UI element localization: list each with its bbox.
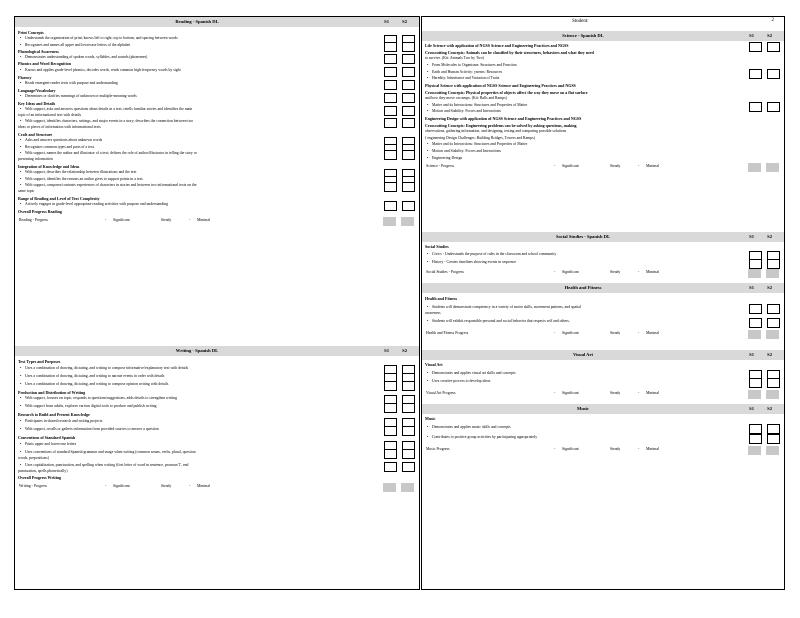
science-item: • Matter and its Interactions: Structures and Properties of Matter [425,142,740,147]
writing-subheading: Overall Progress Writing [18,475,62,481]
legend-steady: Steady [610,164,621,169]
music-header-s1: S1 [749,406,754,411]
visual-s1-mark-box[interactable] [749,378,762,388]
reading-item: • With support, describes the relationship between illustrations and the text [18,170,375,175]
reading-s2-mark-box[interactable] [402,106,415,116]
science-subheading: Engineering Design with application of NGSS Science and Engineering Practices and NGSS [425,116,582,121]
legend-dash: - [189,218,191,222]
science-s1-mark-box[interactable] [749,69,762,79]
visual-item: • Demonstrates and applies visual art skills and concepts [425,371,740,376]
writing-progress-label: Writing - Progress [19,484,47,489]
science-subheading: Physical Science with application of NGSS Science and Engineering Practices and NGSS [425,83,576,88]
music-s2-mark-box[interactable] [767,424,780,434]
visual-header [422,350,784,360]
reading-item: • Understands the organization of print; knows left to right, top to bottom, and spacing between words [18,36,375,41]
reading-subheading: Phonological Awareness [18,49,59,55]
science-item: observations, gathering information, and designing, testing and comparing possible solutions [425,129,567,134]
reading-s1-mark-box[interactable] [384,106,397,116]
progress-s2-shade [766,269,779,278]
progress-s2-shade [766,446,779,455]
writing-s2-mark-box[interactable] [402,449,415,459]
reading-subheading: Phonics and Word Recognition [18,61,71,67]
progress-s1-shade [383,217,396,226]
social-header-t: Social Studies - Spanish DL [555,234,611,239]
legend-dash: - [638,391,640,395]
music-progress-row [422,445,784,455]
reading-subheading: Craft and Structure [18,131,53,137]
social-item: • Civics - Understands the purpose of rules in the classroom and school community [425,252,740,257]
legend-dash: - [105,218,107,222]
legend-dash: - [554,447,556,451]
health-header-t: Health and Fitness [564,285,602,290]
progress-s2-shade [766,163,779,172]
writing-item: punctuation, spells phonetically) [18,469,68,473]
writing-s1-mark-box[interactable] [384,381,397,391]
writing-header: Writing - Spanish DL S1 S2 [15,346,419,356]
writing-subheading: Production and Distribution of Writing [18,390,86,395]
science-header-s2: S2 [767,33,772,38]
music-s1-mark-box[interactable] [749,424,762,434]
reading-item: topic of an informational text with details [18,112,82,117]
reading-s1-mark-box[interactable] [384,118,397,128]
visual-header-s2: S2 [767,352,772,357]
reading-s2-mark-box[interactable] [402,54,415,64]
legend-dash: - [554,330,556,335]
writing-item: • With support, recalls or gathers information from provided sources to answer a question [18,427,375,432]
reading-s1-mark-box[interactable] [384,54,397,64]
science-subheading: Life Science with application of NGSS Science and Engineering Practices and NGSS [425,43,569,48]
reading-item: ideas or pieces of information with informational texts [18,125,101,129]
writing-item: • With support, focuses on topic, responds to questions/suggestions, adds details to strengthen writing [18,396,375,401]
reading-s2-mark-box[interactable] [402,67,415,77]
legend-minimal: Minimal [646,447,660,451]
writing-item: • With support from adults, explores various digital tools to produce and publish writing [18,404,375,409]
health-s2-mark-box[interactable] [767,318,780,328]
social-subheading: Social Studies [425,244,449,249]
reading-progress-label: Reading - Progress [19,218,48,222]
reading-s1-mark-box[interactable] [384,80,397,90]
visual-progress-row [422,389,784,399]
legend-minimal: Minimal [197,218,211,222]
reading-item: • With support, identifies characters, settings, and major events in a story; describes the connection between two [18,119,375,124]
writing-s2-mark-box[interactable] [402,381,415,391]
science-item: • Motion and Stability: Forces and Interactions [425,149,740,154]
science-item: • Heredity: Inheritance and Variation of Traits [425,76,740,81]
legend-minimal: Minimal [197,484,211,489]
health-s1-mark-box[interactable] [749,318,762,328]
reading-s1-mark-box[interactable] [384,201,397,211]
visual-header-t: Visual Art [572,352,594,357]
reading-subheading: Print Concepts [18,30,44,35]
music-s1-mark-box[interactable] [749,434,762,444]
progress-s1-shade [748,446,761,455]
reading-s1-mark-box[interactable] [384,182,397,192]
reading-s1-mark-box[interactable] [384,42,397,52]
science-item: • Engineering Design [425,156,740,161]
reading-item: • Recognizes and names all upper and lowercase letters of the alphabet [18,43,375,48]
reading-s2-mark-box[interactable] [402,201,415,211]
reading-subheading: Integration of Knowledge and Ideas [18,163,80,169]
health-progress-row [422,329,784,339]
left-column [14,16,420,590]
science-header [422,31,784,41]
science-s1-mark-box[interactable] [749,102,762,112]
health-progress-label: Health and Fitness Progress [426,330,469,335]
progress-s1-shade [748,269,761,278]
writing-s1-mark-box[interactable] [384,403,397,413]
health-header-s2: S2 [767,285,772,290]
reading-item: • Reads emergent-reader texts with purpose and understanding [18,81,375,86]
legend-significant: Significant [562,270,579,274]
writing-item: words, prepositions) [18,456,50,461]
progress-s2-shade [766,330,779,339]
reading-subheading: Overall Progress Reading [18,209,62,214]
student-label: Student: [572,19,589,24]
writing-s1-mark-box[interactable] [384,426,397,436]
music-item: • Contributes to positive group activities by participating appropriately [425,435,740,440]
science-subheading: Crosscutting Concepts: Physical properties of objects affect the way they move on a flat surface [425,89,588,95]
progress-s1-shade [748,390,761,399]
health-subheading: Health and Fitness [425,296,458,301]
reading-item: • Determines or clarifies meanings of unknown or multiple-meaning words [18,94,375,99]
social-header-s1: S1 [749,234,754,239]
science-s2-mark-box[interactable] [767,69,780,79]
reading-s1-mark-box[interactable] [384,93,397,103]
writing-item: • Uses a combination of drawing, dictating, and writing to narrate events in order with details [18,374,375,379]
reading-s2-mark-box[interactable] [402,42,415,52]
writing-s2-mark-box[interactable] [402,426,415,436]
progress-s2-shade [401,483,414,492]
writing-progress-row [15,482,419,492]
science-item: • Matter and its Interactions: Structures and Properties of Matter [425,103,740,108]
progress-s1-shade [748,163,761,172]
legend-dash: - [105,484,107,489]
health-s1-mark-box[interactable] [749,304,762,314]
writing-item: • Prints upper and lowercase letters [18,442,375,447]
legend-dash: - [638,164,640,169]
reading-item: • Asks and answers questions about unknown words [18,138,375,143]
writing-subheading: Text Types and Purposes [18,359,61,364]
music-item: • Demonstrates and applies music skills and concepts [425,425,740,430]
legend-minimal: Minimal [646,391,660,395]
reading-item: • With support, compares/contrasts experiences of characters in stories and between two informational texts on the [18,183,375,188]
reading-item: same topic [18,189,35,193]
reading-subheading: Language/Vocabulary [18,87,56,93]
progress-s2-shade [401,217,414,226]
reading-item: • Actively engages in grade-level appropriate reading activities with purpose and understanding [18,202,375,207]
visual-subheading: Visual Art [425,362,443,367]
science-item: and how they move on ramps. (Kit: Balls and Ramps) [425,96,507,101]
science-s2-mark-box[interactable] [767,102,780,112]
social-item: • History - Creates timelines showing events in sequence [425,260,740,265]
health-item: awareness [425,310,441,315]
health-header-s1: S1 [749,285,754,290]
writing-subheading: Research to Build and Present Knowledge [18,412,90,418]
music-progress-label: Music Progress [426,447,450,451]
health-s2-mark-box[interactable] [767,304,780,314]
right-column [421,16,785,590]
science-s2-mark-box[interactable] [767,42,780,52]
legend-steady: Steady [161,484,172,489]
legend-steady: Steady [161,218,172,222]
legend-dash: - [554,164,556,169]
progress-s1-shade [383,483,396,492]
legend-steady: Steady [610,391,621,395]
music-s2-mark-box[interactable] [767,434,780,444]
reading-item: presenting information [18,157,53,161]
science-item: • From Molecules to Organisms: Structures and Function [425,63,740,68]
science-item: • Earth and Human Activity: ystems: Resources [425,70,740,75]
legend-steady: Steady [610,447,621,451]
student-line [422,17,784,29]
health-header [422,283,784,293]
legend-dash: - [638,270,640,274]
legend-minimal: Minimal [646,164,660,169]
writing-item: • Uses a combination of drawing, dictating, and writing to compose informative/explanatory text with details [18,366,375,371]
legend-dash: - [638,447,640,451]
reading-item: • With support, asks and answers questions about details in a text; retells familiar stories and identifies the main [18,107,375,112]
science-progress-row [422,162,784,172]
reading-s1-mark-box[interactable] [384,67,397,77]
science-subheading: Crosscutting Concepts: Animals can be classified by their structures, behaviors and what they need [425,49,594,55]
social-header-s2: S2 [767,234,772,239]
reading-s2-mark-box[interactable] [402,182,415,192]
writing-item: • Uses conventions of standard Spanish grammar and usage when writing (common nouns, verbs, plural, question [18,450,375,455]
legend-dash: - [554,391,556,395]
reading-subheading: Range of Reading and Level of Text Complexity [18,195,100,201]
science-s1-mark-box[interactable] [749,42,762,52]
music-subheading: Music [425,416,436,421]
reading-s1-mark-box[interactable] [384,150,397,160]
legend-significant: Significant [562,330,579,335]
reading-item: • Demonstrates understanding of spoken words, syllables, and sounds (phonemes) [18,55,375,60]
reading-s2-mark-box[interactable] [402,118,415,128]
science-progress-label: Science - Progress [426,164,455,169]
reading-header: Reading - Spanish DL S1 S2 [15,17,419,27]
writing-subheading: Conventions of Standard Spanish [18,434,76,440]
legend-dash: - [554,270,556,274]
writing-item: • Participates in shared research and writing projects [18,419,375,424]
reading-s2-mark-box[interactable] [402,93,415,103]
writing-s1-mark-box[interactable] [384,449,397,459]
legend-steady: Steady [610,330,621,335]
visual-progress-label: Visual Art Progress [426,391,456,395]
social-progress-label: Social Studies - Progress [426,270,464,274]
science-item: to survive. (Kit: Animals Two by Two) [425,56,484,61]
writing-s2-mark-box[interactable] [402,462,415,472]
health-item: • Students will demonstrate competency in a variety of motor skills, movement patterns, and spatial [425,305,740,310]
visual-s2-mark-box[interactable] [767,378,780,388]
science-header-s1: S1 [749,33,754,38]
social-header [422,232,784,242]
reading-subheading: Key Ideas and Details [18,100,56,106]
health-item: • Students will exhibit responsible personal and social behavior that respects self and others. [425,319,740,324]
legend-significant: Significant [562,391,579,395]
legend-minimal: Minimal [646,270,660,274]
visual-item: • Uses creative process to develop ideas [425,379,740,384]
progress-s1-shade [748,330,761,339]
writing-s1-mark-box[interactable] [384,462,397,472]
science-header-t: Science - Spanish DL [562,33,604,38]
music-header-t: Music [577,406,589,411]
science-item: • Motion and Stability: Forces and Interactions [425,109,740,114]
progress-s2-shade [766,390,779,399]
visual-header-s1: S1 [749,352,754,357]
music-header [422,404,784,414]
legend-steady: Steady [610,270,621,274]
social-progress-row [422,268,784,278]
reading-item: • Recognizes common types and parts of a text. [18,145,375,150]
legend-significant: Significant [562,164,579,169]
science-subheading: Crosscutting Concepts: Engineering problems can be solved by asking questions, making [425,122,577,128]
reading-s2-mark-box[interactable] [402,80,415,90]
legend-significant: Significant [113,484,130,489]
legend-significant: Significant [113,218,130,222]
music-header-s2: S2 [767,406,772,411]
writing-item: • Uses capitalization, punctuation, and spelling when writing (first letter of word in sentence, pronoun 'I', end [18,463,375,468]
legend-dash: - [189,484,191,489]
reading-item: • With support, identifies the reasons an author gives to support points in a text. [18,177,375,182]
reading-subheading: Fluency [18,74,32,80]
legend-dash: - [638,330,640,335]
legend-minimal: Minimal [646,330,660,335]
science-item: ( engineering Design Challenges: Building Bridges, Towers and Ramps) [425,135,535,140]
reading-item: • Knows and applies grade-level phonics, decodes words, reads common high-frequency words by sight [18,68,375,73]
writing-s2-mark-box[interactable] [402,403,415,413]
writing-item: • Uses a combination of drawing, dictating, and writing to compose opinion writing with details [18,382,375,387]
reading-item: • With support, names the author and illustrator of a text; defines the role of author/illustrator in telling the story or [18,151,375,156]
legend-significant: Significant [562,447,579,451]
page-number: 2 [771,18,774,23]
reading-progress-row [15,216,419,226]
reading-s2-mark-box[interactable] [402,150,415,160]
